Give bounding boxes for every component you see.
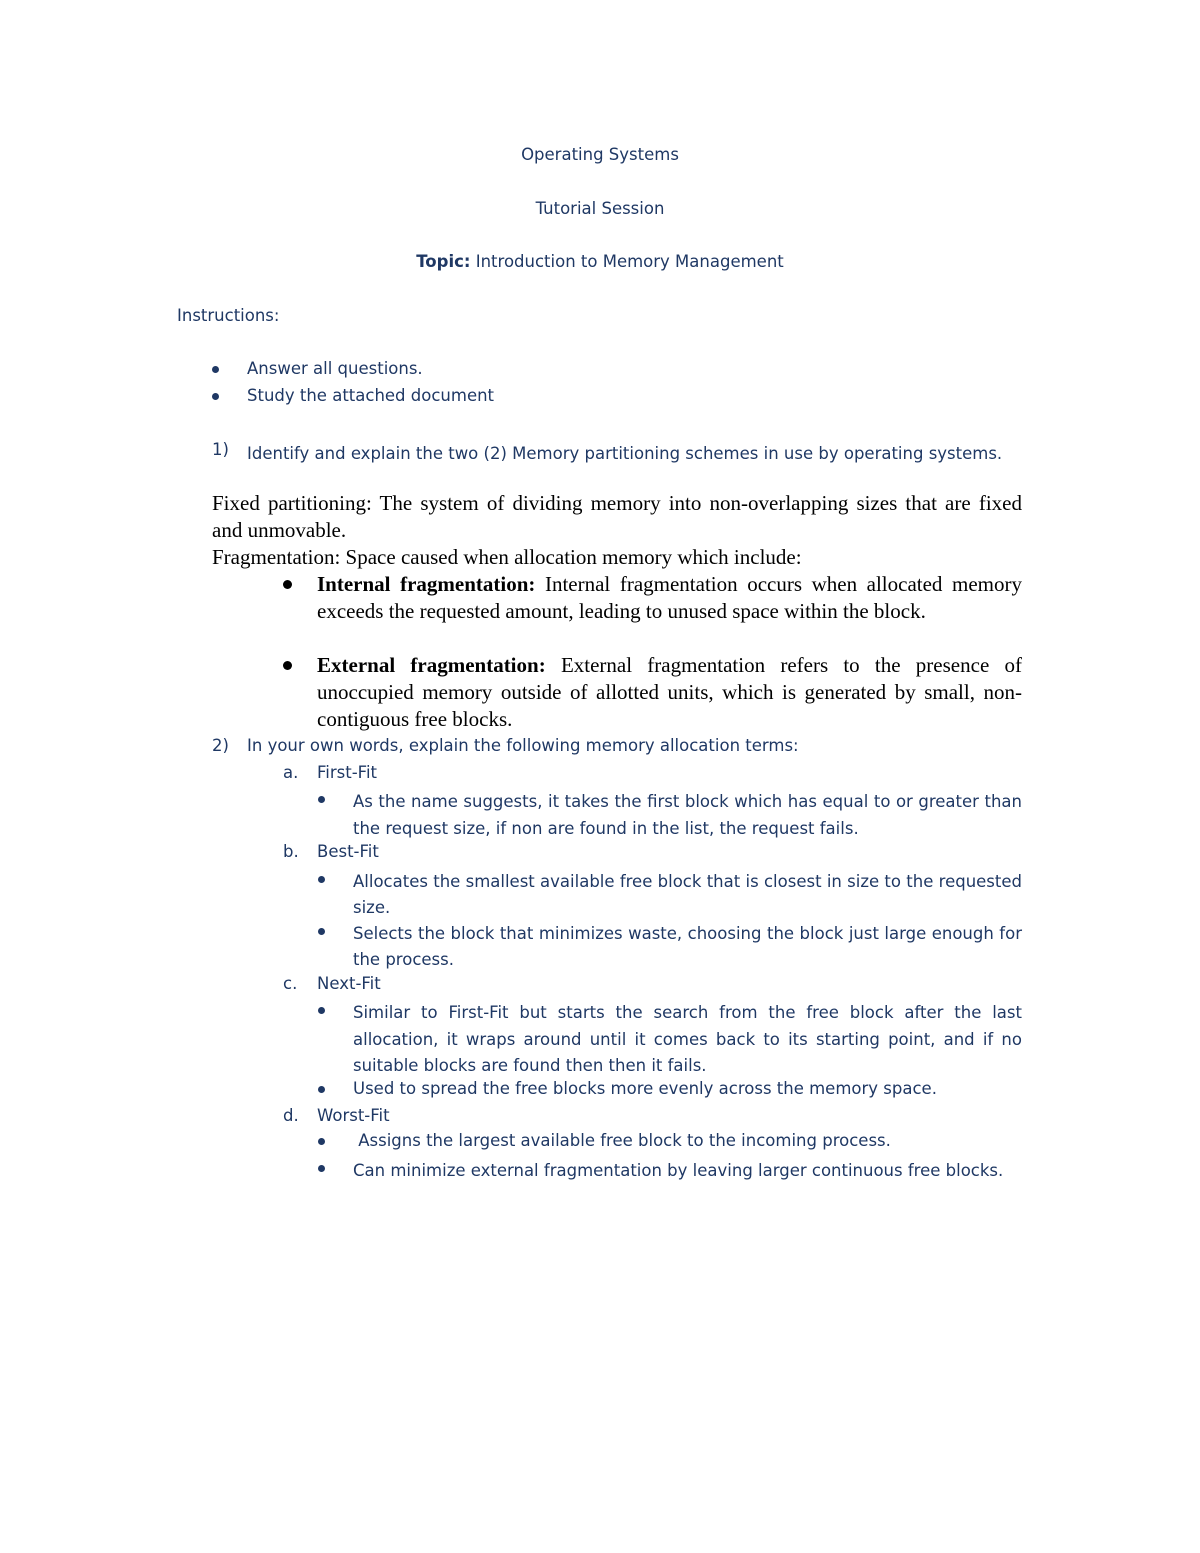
internal-fragmentation-item bbox=[317, 571, 1022, 625]
instruction-item: Answer all questions. bbox=[247, 359, 423, 378]
question-number: 1) bbox=[212, 440, 229, 459]
term-name: Best-Fit bbox=[317, 842, 379, 861]
term-name: First-Fit bbox=[317, 763, 378, 782]
term-name: Next-Fit bbox=[317, 974, 381, 993]
bullet-icon bbox=[318, 1165, 325, 1172]
term-letter: d. bbox=[283, 1106, 299, 1125]
term-name: Worst-Fit bbox=[317, 1106, 390, 1125]
external-fragmentation-term: External fragmentation: bbox=[317, 653, 546, 677]
term-point: Assigns the largest available free block to the incoming process. bbox=[353, 1131, 891, 1150]
internal-fragmentation-text: Internal fragmentation occurs when allocated memory exceeds the requested amount, leading to unused space within the block. bbox=[317, 572, 1022, 623]
fixed-partitioning-answer: Fixed partitioning: The system of dividing memory into non-overlapping sizes that are fixed and unmovable. bbox=[212, 491, 1022, 542]
term-point: Allocates the smallest available free block that is closest in size to the requested size. bbox=[353, 872, 1022, 917]
question-text: In your own words, explain the following memory allocation terms: bbox=[247, 736, 799, 755]
bullet-icon bbox=[212, 393, 219, 400]
bullet-icon bbox=[283, 661, 292, 670]
topic-text: Introduction to Memory Management bbox=[470, 252, 784, 271]
course-title: Operating Systems bbox=[521, 145, 679, 164]
topic-label: Topic: bbox=[416, 252, 471, 271]
term-letter: c. bbox=[283, 974, 298, 993]
question-text: Identify and explain the two (2) Memory partitioning schemes in use by operating systems. bbox=[247, 444, 1003, 463]
term-point: Selects the block that minimizes waste, choosing the block just large enough for the process. bbox=[353, 924, 1022, 969]
bullet-icon bbox=[318, 1007, 325, 1014]
topic-line bbox=[0, 252, 1200, 271]
external-fragmentation-text: External fragmentation refers to the presence of unoccupied memory outside of allotted units, which is generated by small, non-contiguous free blocks. bbox=[317, 653, 1022, 731]
bullet-icon bbox=[318, 1138, 325, 1145]
bullet-icon bbox=[318, 1086, 325, 1093]
instruction-item: Study the attached document bbox=[247, 386, 495, 405]
session-title: Tutorial Session bbox=[535, 199, 665, 218]
bullet-icon bbox=[283, 580, 292, 589]
term-point: Similar to First-Fit but starts the search from the free block after the last allocation, it wraps around until it comes back to its starting point, and if no suitable blocks are found then then it fails. bbox=[353, 1003, 1022, 1075]
fragmentation-answer: Fragmentation: Space caused when allocation memory which include: bbox=[212, 545, 802, 569]
term-point: Can minimize external fragmentation by leaving larger continuous free blocks. bbox=[353, 1161, 1004, 1180]
term-point: Used to spread the free blocks more evenly across the memory space. bbox=[353, 1079, 937, 1098]
bullet-icon bbox=[318, 928, 325, 935]
internal-fragmentation-term: Internal fragmentation: bbox=[317, 572, 536, 596]
bullet-icon bbox=[212, 366, 219, 373]
question-number: 2) bbox=[212, 736, 229, 755]
bullet-icon bbox=[318, 876, 325, 883]
bullet-icon bbox=[318, 796, 325, 803]
instructions-label: Instructions: bbox=[177, 306, 280, 325]
term-letter: a. bbox=[283, 763, 299, 782]
term-letter: b. bbox=[283, 842, 299, 861]
term-point: As the name suggests, it takes the first block which has equal to or greater than the request size, if non are found in the list, the request fails. bbox=[353, 792, 1022, 838]
external-fragmentation-item bbox=[317, 652, 1022, 733]
